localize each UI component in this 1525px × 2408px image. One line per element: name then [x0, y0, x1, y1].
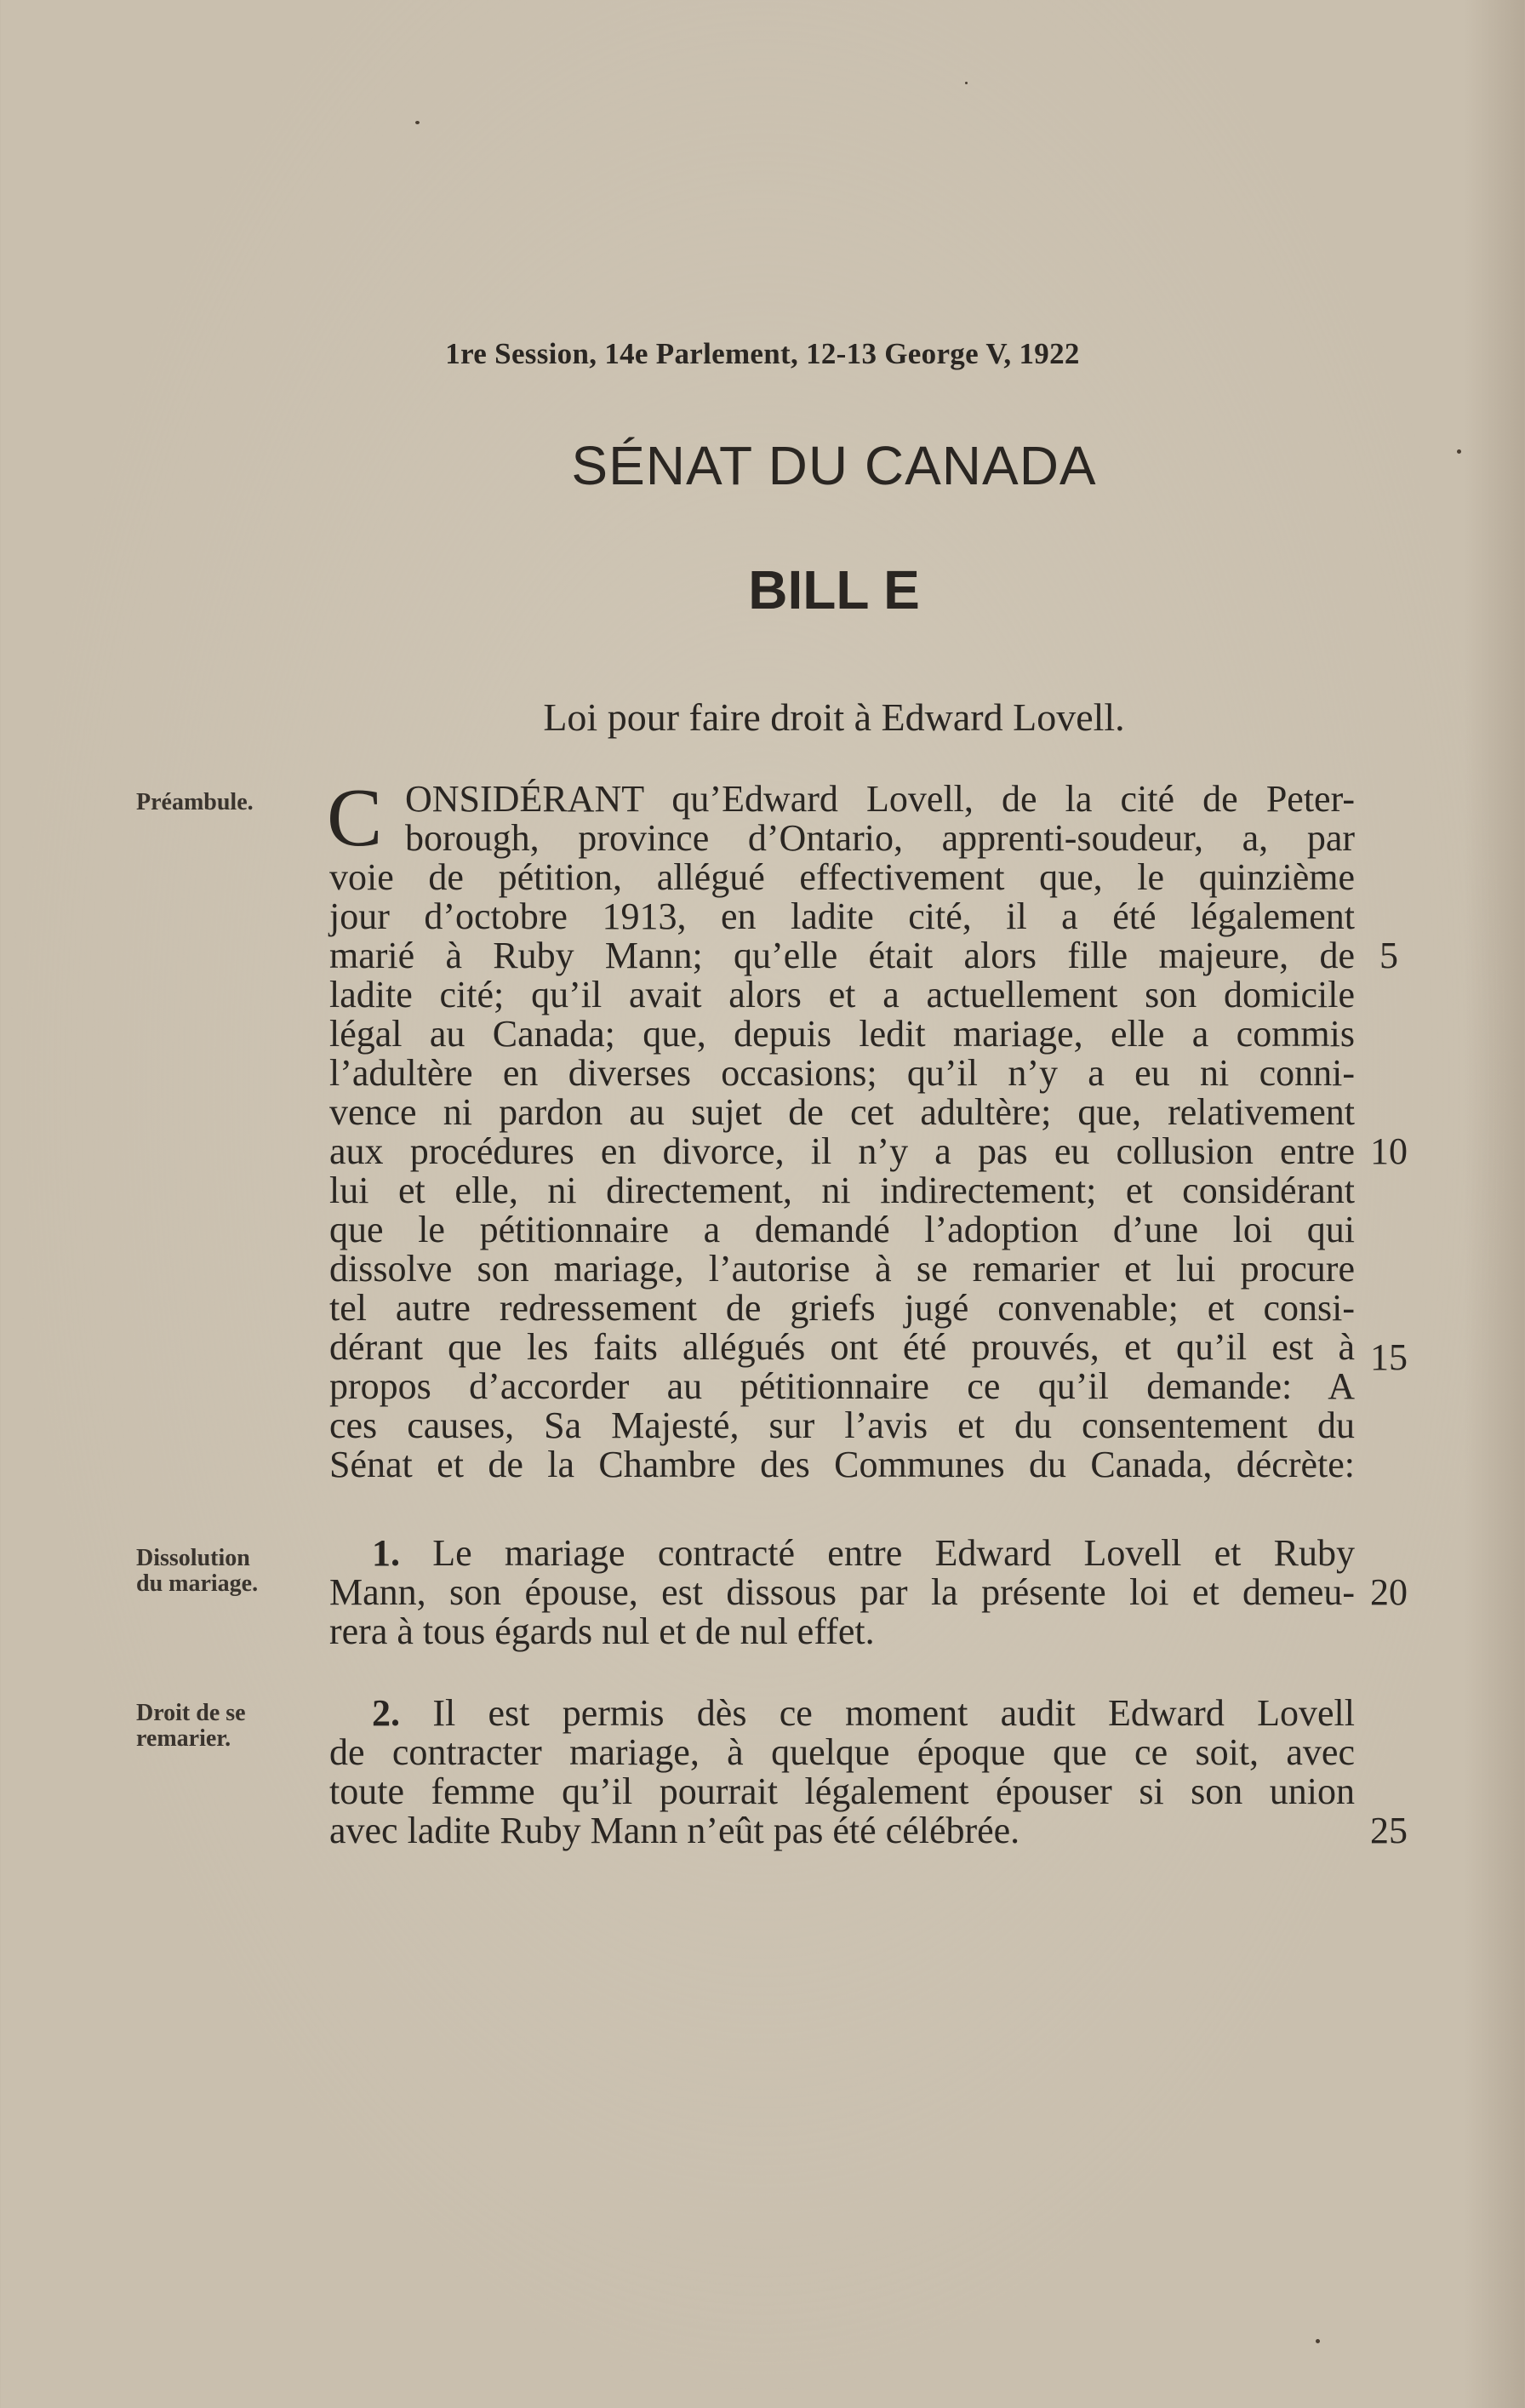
section-1-number: 1. [372, 1532, 400, 1574]
margin-note-dissolution-line1: Dissolution [136, 1545, 250, 1571]
section-2-line-1-text: Il est permis dès ce moment audit Edward Lovell [432, 1692, 1356, 1734]
preamble-line-17: ces causes, Sa Majesté, sur l’avis et du consentement du [329, 1404, 1355, 1446]
paper-speck [415, 121, 420, 124]
section-2-line-2: de contracter mariage, à quelque époque que ce soit, avec [329, 1731, 1355, 1773]
section-2-line-3: toute femme qu’il pourrait légalement épouser si son union [329, 1770, 1355, 1812]
preamble-line-10: aux procédures en divorce, il n’y a pas eu collusion entre [329, 1130, 1355, 1172]
preamble-line-4: jour d’octobre 1913, en ladite cité, il a été légalement [329, 895, 1355, 937]
preamble-dropcap: C [327, 772, 383, 864]
preamble-line-9: vence ni pardon au sujet de cet adultère; que, relativement [329, 1091, 1355, 1133]
preamble-line-12: que le pétitionnaire a demandé l’adoption d’une loi qui [329, 1209, 1355, 1250]
paper-speck [1457, 449, 1461, 454]
margin-note-dissolution-line2: du mariage. [136, 1570, 259, 1597]
preamble-line-2: borough, province d’Ontario, apprenti-soudeur, a, par [405, 817, 1355, 859]
section-2-number: 2. [372, 1692, 400, 1734]
preamble-line-1: ONSIDÉRANT qu’Edward Lovell, de la cité de Peter- [405, 778, 1355, 820]
line-number-20: 20 [1370, 1571, 1408, 1613]
preamble-line-18: Sénat et de la Chambre des Communes du Canada, décrète: [329, 1444, 1355, 1485]
line-number-25: 25 [1370, 1810, 1408, 1851]
preamble-line-5: marié à Ruby Mann; qu’elle était alors fille majeure, de [329, 935, 1355, 976]
house-heading: SÉNAT DU CANADA [571, 435, 1097, 496]
section-2-line-1 [372, 1694, 1355, 1733]
section-2-line-4: avec ladite Ruby Mann n’eût pas été célébrée. [329, 1810, 1020, 1851]
preamble-line-13: dissolve son mariage, l’autorise à se remarier et lui procure [329, 1248, 1355, 1290]
bill-heading: BILL E [748, 559, 920, 621]
paper-speck [965, 82, 968, 84]
line-number-5: 5 [1379, 935, 1398, 976]
section-1-line-1 [372, 1534, 1355, 1573]
section-1-line-3: rera à tous égards nul et de nul effet. [329, 1610, 875, 1652]
margin-note-preamble: Préambule. [136, 789, 254, 815]
section-1-line-1-text: Le mariage contracté entre Edward Lovell et Ruby [432, 1532, 1355, 1574]
session-heading: 1re Session, 14e Parlement, 12-13 George V, 1922 [445, 337, 1080, 370]
preamble-line-14: tel autre redressement de griefs jugé convenable; et consi- [329, 1287, 1355, 1329]
paper-speck [1316, 2339, 1320, 2343]
margin-note-remarry-line2: remarier. [136, 1725, 231, 1752]
act-title: Loi pour faire droit à Edward Lovell. [543, 695, 1125, 739]
section-1-line-2: Mann, son épouse, est dissous par la présente loi et demeu- [329, 1571, 1355, 1613]
preamble-line-7: légal au Canada; que, depuis ledit mariage, elle a commis [329, 1013, 1355, 1055]
line-number-15: 15 [1370, 1336, 1408, 1378]
line-number-10: 10 [1370, 1130, 1408, 1172]
preamble-line-8: l’adultère en diverses occasions; qu’il n’y a eu ni conni- [329, 1052, 1355, 1094]
margin-note-remarry-line1: Droit de se [136, 1700, 246, 1726]
preamble-line-15: dérant que les faits allégués ont été prouvés, et qu’il est à [329, 1326, 1355, 1368]
preamble-line-16: propos d’accorder au pétitionnaire ce qu’il demande: A [329, 1365, 1355, 1407]
preamble-line-6: ladite cité; qu’il avait alors et a actuellement son domicile [329, 974, 1355, 1015]
preamble-line-11: lui et elle, ni directement, ni indirectement; et considérant [329, 1170, 1355, 1211]
preamble-line-3: voie de pétition, allégué effectivement que, le quinzième [329, 856, 1355, 898]
